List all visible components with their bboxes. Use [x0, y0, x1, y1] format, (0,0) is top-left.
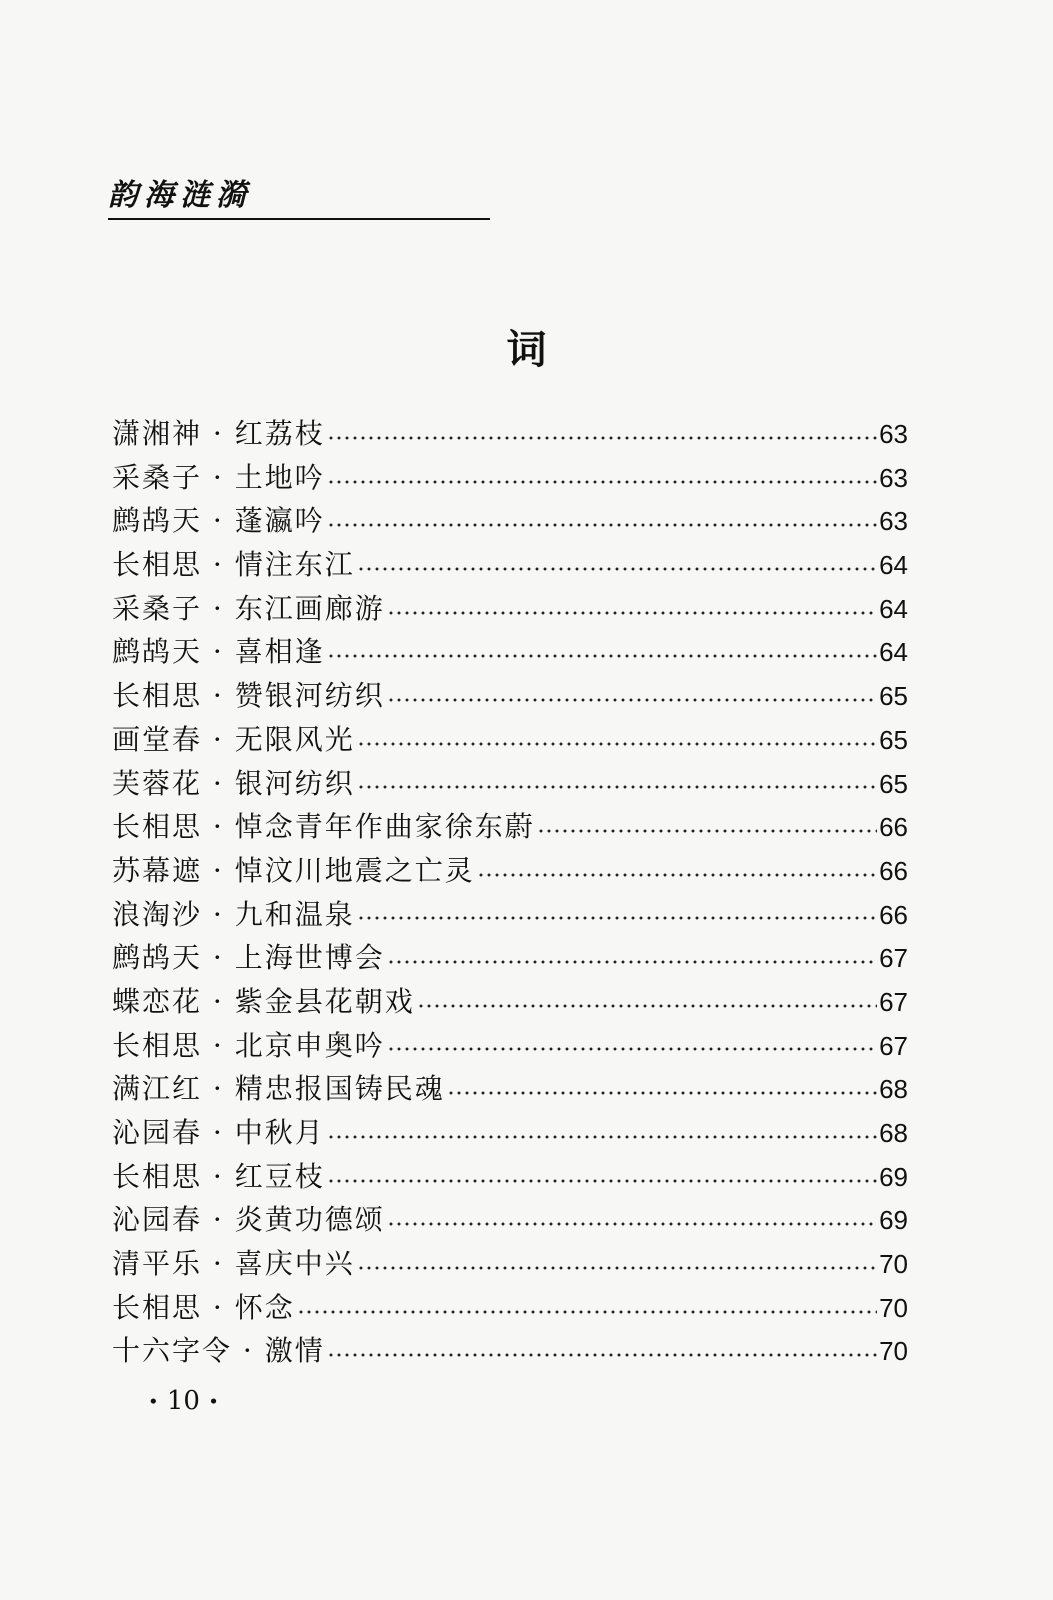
dot-leader: [297, 1310, 877, 1314]
toc-entry: [112, 936, 908, 980]
toc-entry-title: 沁园春 · 中秋月: [112, 1116, 325, 1149]
dot-leader: [327, 1135, 877, 1139]
page-number-value: 10: [166, 1386, 200, 1416]
dot-leader: [447, 1091, 877, 1095]
toc-entry: [112, 1155, 908, 1199]
toc-entry: [112, 893, 908, 937]
dot-leader: [357, 567, 877, 571]
dot-leader: [387, 698, 877, 702]
bullet-left: •: [148, 1391, 159, 1413]
toc-entry-title: 苏幕遮 · 悼汶川地震之亡灵: [112, 853, 475, 887]
toc-entry-title: 画堂春 · 无限风光: [112, 722, 355, 756]
dot-leader: [327, 480, 877, 484]
toc-entry-title: 沁园春 · 炎黄功德颂: [112, 1203, 385, 1237]
toc-entry-page: 69: [879, 1161, 908, 1192]
toc-entry-page: 70: [879, 1249, 908, 1280]
page-number: [148, 1386, 219, 1416]
toc-entry-page: 69: [879, 1205, 908, 1236]
dot-leader: [327, 654, 877, 658]
toc-entry: [112, 412, 908, 456]
toc-entry-page: 64: [879, 637, 908, 668]
toc-entry-title: 长相思 · 悼念青年作曲家徐东蔚: [112, 810, 535, 844]
toc-entry-page: 63: [879, 506, 908, 537]
toc-entry-title: 芙蓉花 · 银河纺织: [112, 766, 355, 800]
toc-entry-title: 长相思 · 情注东江: [112, 548, 355, 582]
toc-entry: [112, 1111, 908, 1155]
toc-entry: [112, 1024, 908, 1068]
toc-entry: [112, 1067, 908, 1111]
toc-entry: [112, 718, 908, 762]
toc-entry-title: 长相思 · 红豆枝: [112, 1159, 325, 1193]
toc-entry-page: 67: [879, 1030, 908, 1061]
toc-entry-page: 68: [879, 1074, 908, 1105]
dot-leader: [327, 523, 877, 527]
toc-entry: [112, 762, 908, 806]
toc-entry: [112, 1242, 908, 1286]
dot-leader: [357, 742, 877, 746]
toc-entry-title: 采桑子 · 土地吟: [112, 460, 325, 494]
dot-leader: [387, 611, 877, 615]
toc-entry-title: 清平乐 · 喜庆中兴: [112, 1247, 355, 1281]
toc-entry-title: 潇湘神 · 红荔枝: [112, 417, 325, 450]
toc-entry: [112, 849, 908, 893]
section-title: 词: [506, 326, 547, 373]
toc-entry-page: 67: [879, 943, 908, 974]
toc-entry-page: 66: [879, 855, 908, 886]
toc-entry-page: 63: [879, 419, 908, 449]
toc-entry: [112, 587, 908, 631]
toc-entry: [112, 1286, 908, 1330]
toc-entry-page: 68: [879, 1118, 908, 1148]
toc-entry: [112, 543, 908, 587]
toc-entry: [112, 674, 908, 718]
toc-entry-page: 66: [879, 812, 908, 843]
toc-entry-title: 长相思 · 怀念: [112, 1290, 295, 1324]
dot-leader: [387, 960, 877, 964]
dot-leader: [357, 1266, 877, 1270]
toc-entry: [112, 1198, 908, 1242]
book-title: 韵海涟漪: [108, 178, 252, 213]
dot-leader: [357, 785, 877, 789]
toc-entry: [112, 456, 908, 500]
toc-entry-title: 长相思 · 赞银河纺织: [112, 679, 385, 713]
toc-entry-page: 70: [879, 1292, 908, 1323]
toc-entry: [112, 805, 908, 849]
dot-leader: [327, 1179, 877, 1183]
toc-entry-title: 长相思 · 北京申奥吟: [112, 1028, 385, 1062]
toc-entry: [112, 1329, 908, 1373]
toc-entry-title: 鹧鸪天 · 喜相逢: [112, 635, 325, 669]
dot-leader: [387, 1047, 877, 1051]
toc-entry-title: 鹧鸪天 · 蓬瀛吟: [112, 504, 325, 538]
dot-leader: [477, 873, 877, 877]
toc-entry-page: 66: [879, 899, 908, 930]
toc-entry-page: 65: [879, 724, 908, 755]
dot-leader: [417, 1004, 877, 1008]
toc-entry-title: 鹧鸪天 · 上海世博会: [112, 941, 385, 975]
toc-entry-page: 70: [879, 1336, 908, 1367]
dot-leader: [327, 1353, 877, 1357]
toc-entry: [112, 499, 908, 543]
toc-entry-page: 65: [879, 768, 908, 799]
toc-entry-page: 64: [879, 550, 908, 581]
toc-entry-title: 浪淘沙 · 九和温泉: [112, 897, 355, 931]
running-header: [108, 170, 490, 220]
bullet-right: •: [208, 1391, 219, 1413]
toc-entry-page: 63: [879, 462, 908, 493]
table-of-contents: [112, 412, 908, 1373]
toc-entry: [112, 630, 908, 674]
dot-leader: [537, 829, 877, 833]
toc-entry-page: 67: [879, 986, 908, 1017]
toc-entry-title: 蝶恋花 · 紫金县花朝戏: [112, 984, 415, 1018]
toc-entry-title: 满江红 · 精忠报国铸民魂: [112, 1072, 445, 1106]
dot-leader: [387, 1222, 877, 1226]
dot-leader: [327, 436, 877, 440]
dot-leader: [357, 916, 877, 920]
toc-entry-page: 64: [879, 593, 908, 624]
toc-entry-page: 65: [879, 681, 908, 712]
toc-entry: [112, 980, 908, 1024]
toc-entry-title: 十六字令 · 激情: [112, 1334, 325, 1368]
toc-entry-title: 采桑子 · 东江画廊游: [112, 591, 385, 625]
